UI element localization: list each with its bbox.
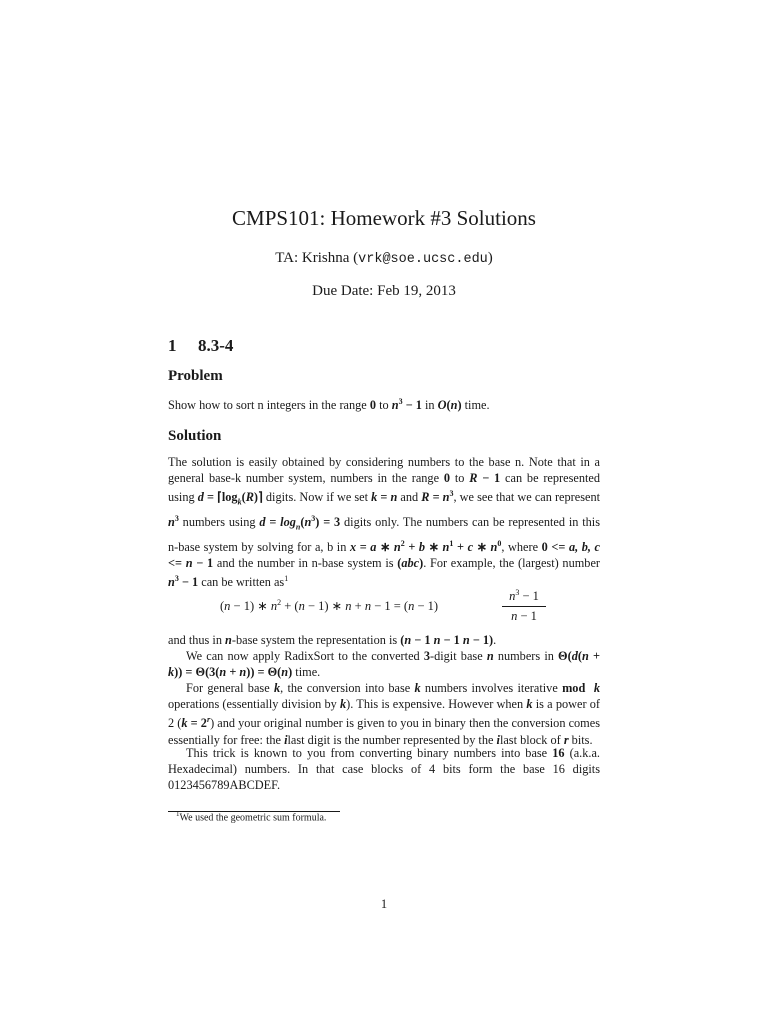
due-date: Due Date: Feb 19, 2013 (312, 283, 456, 299)
author-line (0, 250, 768, 267)
solution-paragraph-1: The solution is easily obtained by considering numbers to the base n. Note that in a general base-k number system, numbers in the range 0 to R − 1 can be represented using $d = ⌈\log_k(R)⌉$ digits. Now if we set k = n and $R = n^3$, we see that we can represent $n^3$ numbers using $d = \log_n(n^3) = 3$ digits only. The numbers can be represented in this n-base system by solving for a, b in x = a ∗ $n^2 + b$ ∗ $n^1 + c$ ∗ $n^0$, where 0 <= a, b, c <= n − 1 and the number in n-base system is (abc). For example, the (largest) number $n^3 - 1$ can be written $as^1$ (168, 455, 601, 590)
author-prefix: TA: Krishna ( (275, 250, 359, 266)
section-title: 8.3-4 (198, 336, 234, 355)
section-heading (168, 336, 233, 356)
page-number: 1 (380, 897, 388, 911)
problem-text: Show how to sort n integers in the range 0 to $n^3 - 1$ in O(n) time. (168, 397, 490, 413)
problem-heading: Problem (168, 368, 223, 384)
solution-heading: Solution (168, 428, 222, 444)
section-number: 1 (168, 336, 177, 355)
solution-paragraph-2: and thus in n-base system the representation is (n − 1 n − 1 n − 1). (168, 633, 497, 647)
solution-paragraph-5: This trick is known to you from converting binary numbers into base 16 (a.k.a. Hexadecimal) numbers. In that case blocks of 4 bits form the base 16 digits 0123456789ABCDEF. (168, 746, 600, 793)
footnote (176, 810, 326, 823)
document-title: CMPS101: Homework #3 Solutions (232, 206, 536, 230)
solution-paragraph-3: We can now apply RadixSort to the converted 3-digit base n numbers in Θ(d(n + k)) = Θ(3(n + n)) = Θ(n) time. (168, 649, 601, 680)
footnote-marker: 1 (284, 574, 289, 584)
fraction: $\frac{n^3 - 1}{n - 1}$ (502, 588, 546, 624)
display-equation: (n − 1) ∗ $n^2 + (n - 1)$ ∗ n + n − 1 = (n − 1) $\frac{n^3 - 1}{n - 1}$ (168, 588, 600, 622)
footnote-mark: 1 (176, 810, 180, 818)
author-email: vrk@soe.ucsc.edu (358, 252, 488, 267)
solution-paragraph-4: For general base k, the conversion into base k numbers involves iterative mod k operations (essentially division by k). This is expensive. However when k is a power of 2 $(k = 2^r)$ and your original number is given to you in binary then the conversion comes essentially for free: the ilast digit is the number represented by the ilast block of r bits. (168, 681, 601, 747)
footnote-text: We used the geometric sum formula. (179, 812, 327, 824)
author-suffix: ) (487, 250, 493, 266)
